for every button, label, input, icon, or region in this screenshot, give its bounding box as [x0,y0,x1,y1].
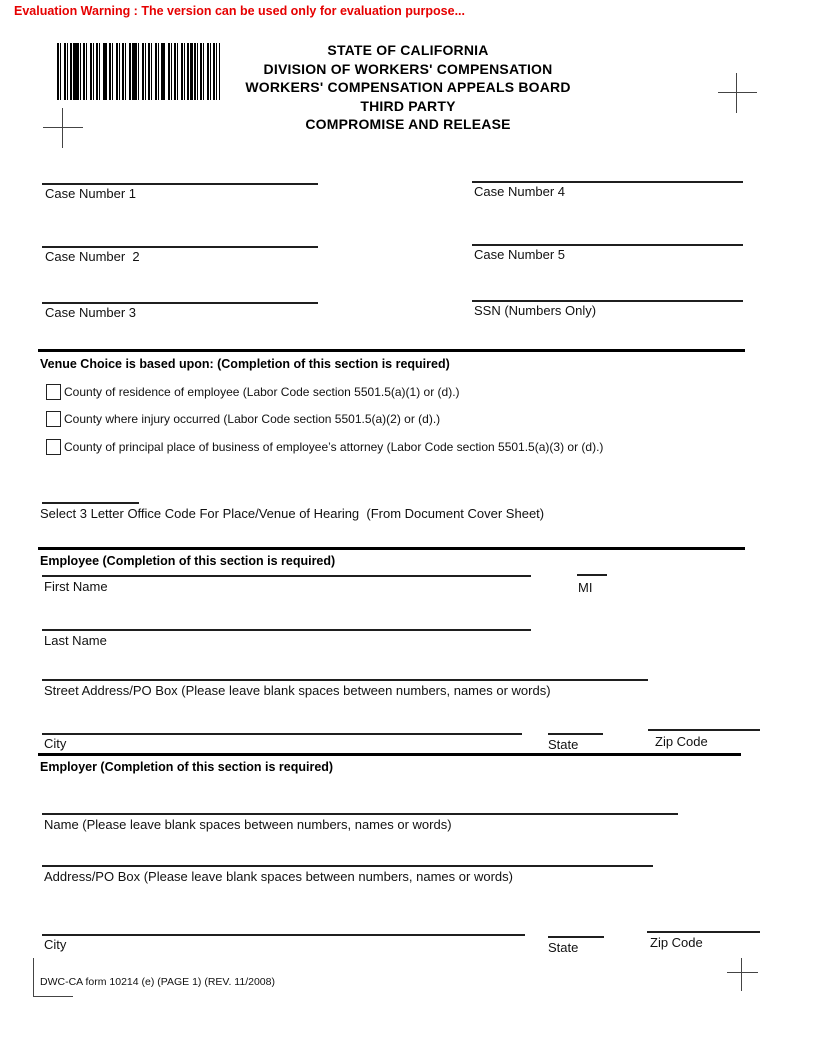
case-number-4-input[interactable] [472,181,743,183]
case-number-5-input[interactable] [472,244,743,246]
employer-city-label: City [44,937,67,952]
employee-city-label: City [44,736,67,751]
employee-zip-label: Zip Code [655,734,708,749]
title-line-candr: COMPROMISE AND RELEASE [305,116,511,133]
crop-mark-bottom-right-h [727,972,758,973]
employee-state-label: State [548,737,579,752]
title-line-third-party: THIRD PARTY [360,97,456,114]
office-code-input[interactable] [42,502,139,504]
employer-section-heading: Employer (Completion of this section is required) [40,760,334,774]
case-number-1-input[interactable] [42,183,318,185]
case-number-5-label: Case Number 5 [474,247,566,262]
employer-city-input[interactable] [42,934,525,936]
employee-section-top-rule [38,547,745,550]
case-number-1-label: Case Number 1 [45,186,137,201]
employer-zip-input[interactable] [647,931,760,933]
case-number-2-label: Case Number 2 [45,249,140,264]
venue-checkbox-injury[interactable] [46,411,61,427]
employee-first-name-label: First Name [44,579,108,594]
employee-section-heading: Employee (Completion of this section is required) [40,554,336,568]
employer-state-input[interactable] [548,936,604,938]
venue-checkbox-attorney[interactable] [46,439,61,455]
employee-zip-input[interactable] [648,729,760,731]
employer-state-label: State [548,940,579,955]
case-number-3-input[interactable] [42,302,318,304]
office-code-label: Select 3 Letter Office Code For Place/Venue of Hearing (From Document Cover Sheet) [40,506,545,521]
case-number-3-label: Case Number 3 [45,305,137,320]
employer-address-input[interactable] [42,865,653,867]
employee-mi-label: MI [578,580,593,595]
corner-mark-bottom-left-h [33,996,73,997]
employer-name-label: Name (Please leave blank spaces between numbers, names or words) [44,817,452,832]
form-title-block [0,41,816,134]
employee-state-input[interactable] [548,733,603,735]
case-number-2-input[interactable] [42,246,318,248]
title-line-division: DIVISION OF WORKERS' COMPENSATION [263,60,553,77]
form-footer-id: DWC-CA form 10214 (e) (PAGE 1) (REV. 11/2008) [40,976,275,988]
employee-last-name-label: Last Name [44,633,107,648]
employer-zip-label: Zip Code [650,935,703,950]
employer-address-label: Address/PO Box (Please leave blank spaces between numbers, names or words) [44,869,513,884]
venue-option-residence-label: County of residence of employee (Labor Code section 5501.5(a)(1) or (d).) [64,385,460,399]
employee-street-label: Street Address/PO Box (Please leave blank spaces between numbers, names or words) [44,683,551,698]
crop-mark-bottom-right-v [741,958,742,991]
employer-name-input[interactable] [42,813,678,815]
employee-first-name-input[interactable] [42,575,531,577]
venue-option-attorney-label: County of principal place of business of employee’s attorney (Labor Code section 5501.5(a)(3) or (d).) [64,440,604,454]
employee-last-name-input[interactable] [42,629,531,631]
ssn-label: SSN (Numbers Only) [474,303,597,318]
venue-option-injury-label: County where injury occurred (Labor Code section 5501.5(a)(2) or (d).) [64,412,441,426]
case-number-4-label: Case Number 4 [474,184,566,199]
venue-checkbox-residence[interactable] [46,384,61,400]
ssn-input[interactable] [472,300,743,302]
employee-street-input[interactable] [42,679,648,681]
venue-section-heading: Venue Choice is based upon: (Completion of this section is required) [40,357,450,371]
venue-section-top-rule [38,349,745,352]
evaluation-warning-text: Evaluation Warning : The version can be used only for evaluation purpose... [14,4,466,18]
title-line-board: WORKERS' COMPENSATION APPEALS BOARD [245,79,571,96]
employee-mi-input[interactable] [577,574,607,576]
employee-city-input[interactable] [42,733,522,735]
employer-section-top-rule [38,753,741,756]
corner-mark-bottom-left-v [33,958,34,997]
title-line-state: STATE OF CALIFORNIA [327,42,489,58]
